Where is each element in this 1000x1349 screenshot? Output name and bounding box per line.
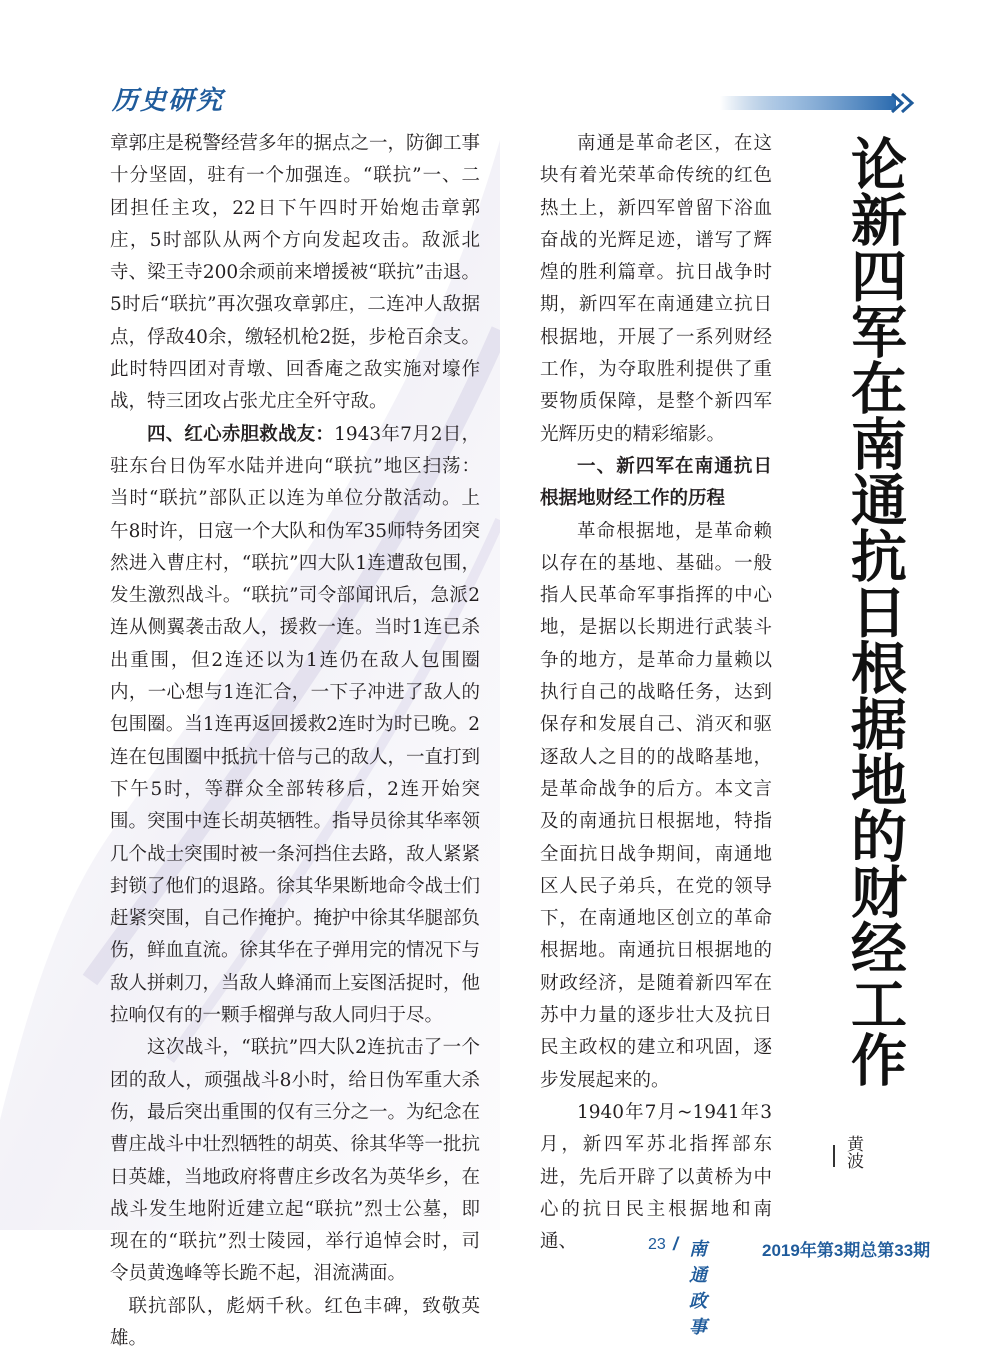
issue-info: 2019年第3期总第33期 [762,1241,931,1260]
body-paragraph: 这次战斗，“联抗”四大队2连抗击了一个团的敌人，顽强战斗8小时，给日伪军重大杀伤，最后突出重围的仅有三分之一。为纪念在曹庄战斗中壮烈牺牲的胡英、徐其华等一批抗日英雄，当地政府将曹庄乡改名为英华乡，在战斗发生地附近建立起“联抗”烈士公墓，即现在的“联抗”烈士陵园，举行追悼会时，司令员黄逸峰等长跪不起，泪流满面。 [110,1037,481,1285]
article-title: 论新四军在南通抗日根据地的财经工作 [842,135,907,1087]
author-dash [833,1145,835,1167]
body-paragraph: 南通是革命老区，在这块有着光荣革命传统的红色热土上，新四军曾留下浴血奋战的光辉足迹，谱写了辉煌的胜利篇章。抗日战争时期，新四军在南通建立抗日根据地，开展了一系列财经工作，为夺取胜利提供了重要物质保障，是整个新四军光辉历史的精彩缩影。 [540,133,772,445]
body-paragraph [110,419,480,1033]
paragraph-heading: 四、红心赤胆救战友： [147,423,335,445]
closing-line: 联抗部队，彪炳千秋。红色丰碑，致敬英雄。 [110,1295,480,1349]
body-paragraph: 革命根据地，是革命赖以存在的基地、基础。一般指人民革命军事指挥的中心地，是据以长期进行武装斗争的地方，是革命力量赖以执行自己的战略任务，达到保存和发展自己、消灭和驱逐敌人之目的的战略基地，是革命战争的后方。本文言及的南通抗日根据地，特指全面抗日战争期间，南通地区人民子弟兵，在党的领导下，在南通地区创立的革命根据地。南通抗日根据地的财政经济，是随着新四军在苏中力量的逐步壮大及抗日民主政权的建立和巩固，逐步发展起来的。 [540,520,772,1091]
left-text-column [110,128,480,1349]
footer-separator: / [673,1234,679,1254]
header-arrow-bar [720,92,920,114]
section-heading: 一、新四军在南通抗日根据地财经工作的历程 [540,455,772,510]
middle-text-column [540,128,772,1258]
section-title: 历史研究 [112,86,225,116]
page-number: 23 [648,1236,666,1253]
body-paragraph: 1940年7月~1941年3月，新四军苏北指挥部东进，先后开辟了以黄桥为中心的抗日民主根据地和南通、 [540,1101,772,1253]
magazine-name: 南通政事 [689,1239,708,1338]
paragraph-text: 1943年7月2日，驻东台日伪军水陆并进向“联抗”地区扫荡：当时“联抗”部队正以连为单位分散活动。上午8时许，日寇一个大队和伪军35师特务团突然进入曹庄村，“联抗”四大队1连遭敌包围，发生激烈战斗。“联抗”司令部闻讯后，急派2连从侧翼袭击敌人，援救一连。当时1连已杀出重围，但2连还以为1连仍在敌人包围圈内，一心想与1连汇合，一下子冲进了敌人的包围圈。当1连再返回援救2连时为时已晚。2连在包围圈中抵抗十倍与己的敌人，一直打到下午5时，等群众全部转移后，2连开始突围。突围中连长胡英牺牲。指导员徐其华率领几个战士突围时被一条河挡住去路，敌人紧紧封锁了他们的退路。徐其华果断地命令战士们赶紧突围，自己作掩护。掩护中徐其华腿部负伤，鲜血直流。徐其华在子弹用完的情况下与敌人拼刺刀，当敌人蜂涌而上妄图活捉时，他拉响仅有的一颗手榴弹与敌人同归于尽。 [110,423,481,1027]
author-name: 黄波 [843,1135,863,1169]
body-paragraph: 章郭庄是税警经营多年的据点之一，防御工事十分坚固，驻有一个加强连。“联抗”一、二团担任主攻，22日下午四时开始炮击章郭庄，5时部队从两个方向发起攻击。敌派北寺、梁王寺200余顽前来增援被“联抗”击退。5时后“联抗”再次强攻章郭庄，二连冲人敌据点，俘敌40余，缴轻机枪2挺，步枪百余支。此时特四团对青墩、回香庵之敌实施对壕作战，特三团攻占张尤庄全歼守敌。 [110,133,481,413]
